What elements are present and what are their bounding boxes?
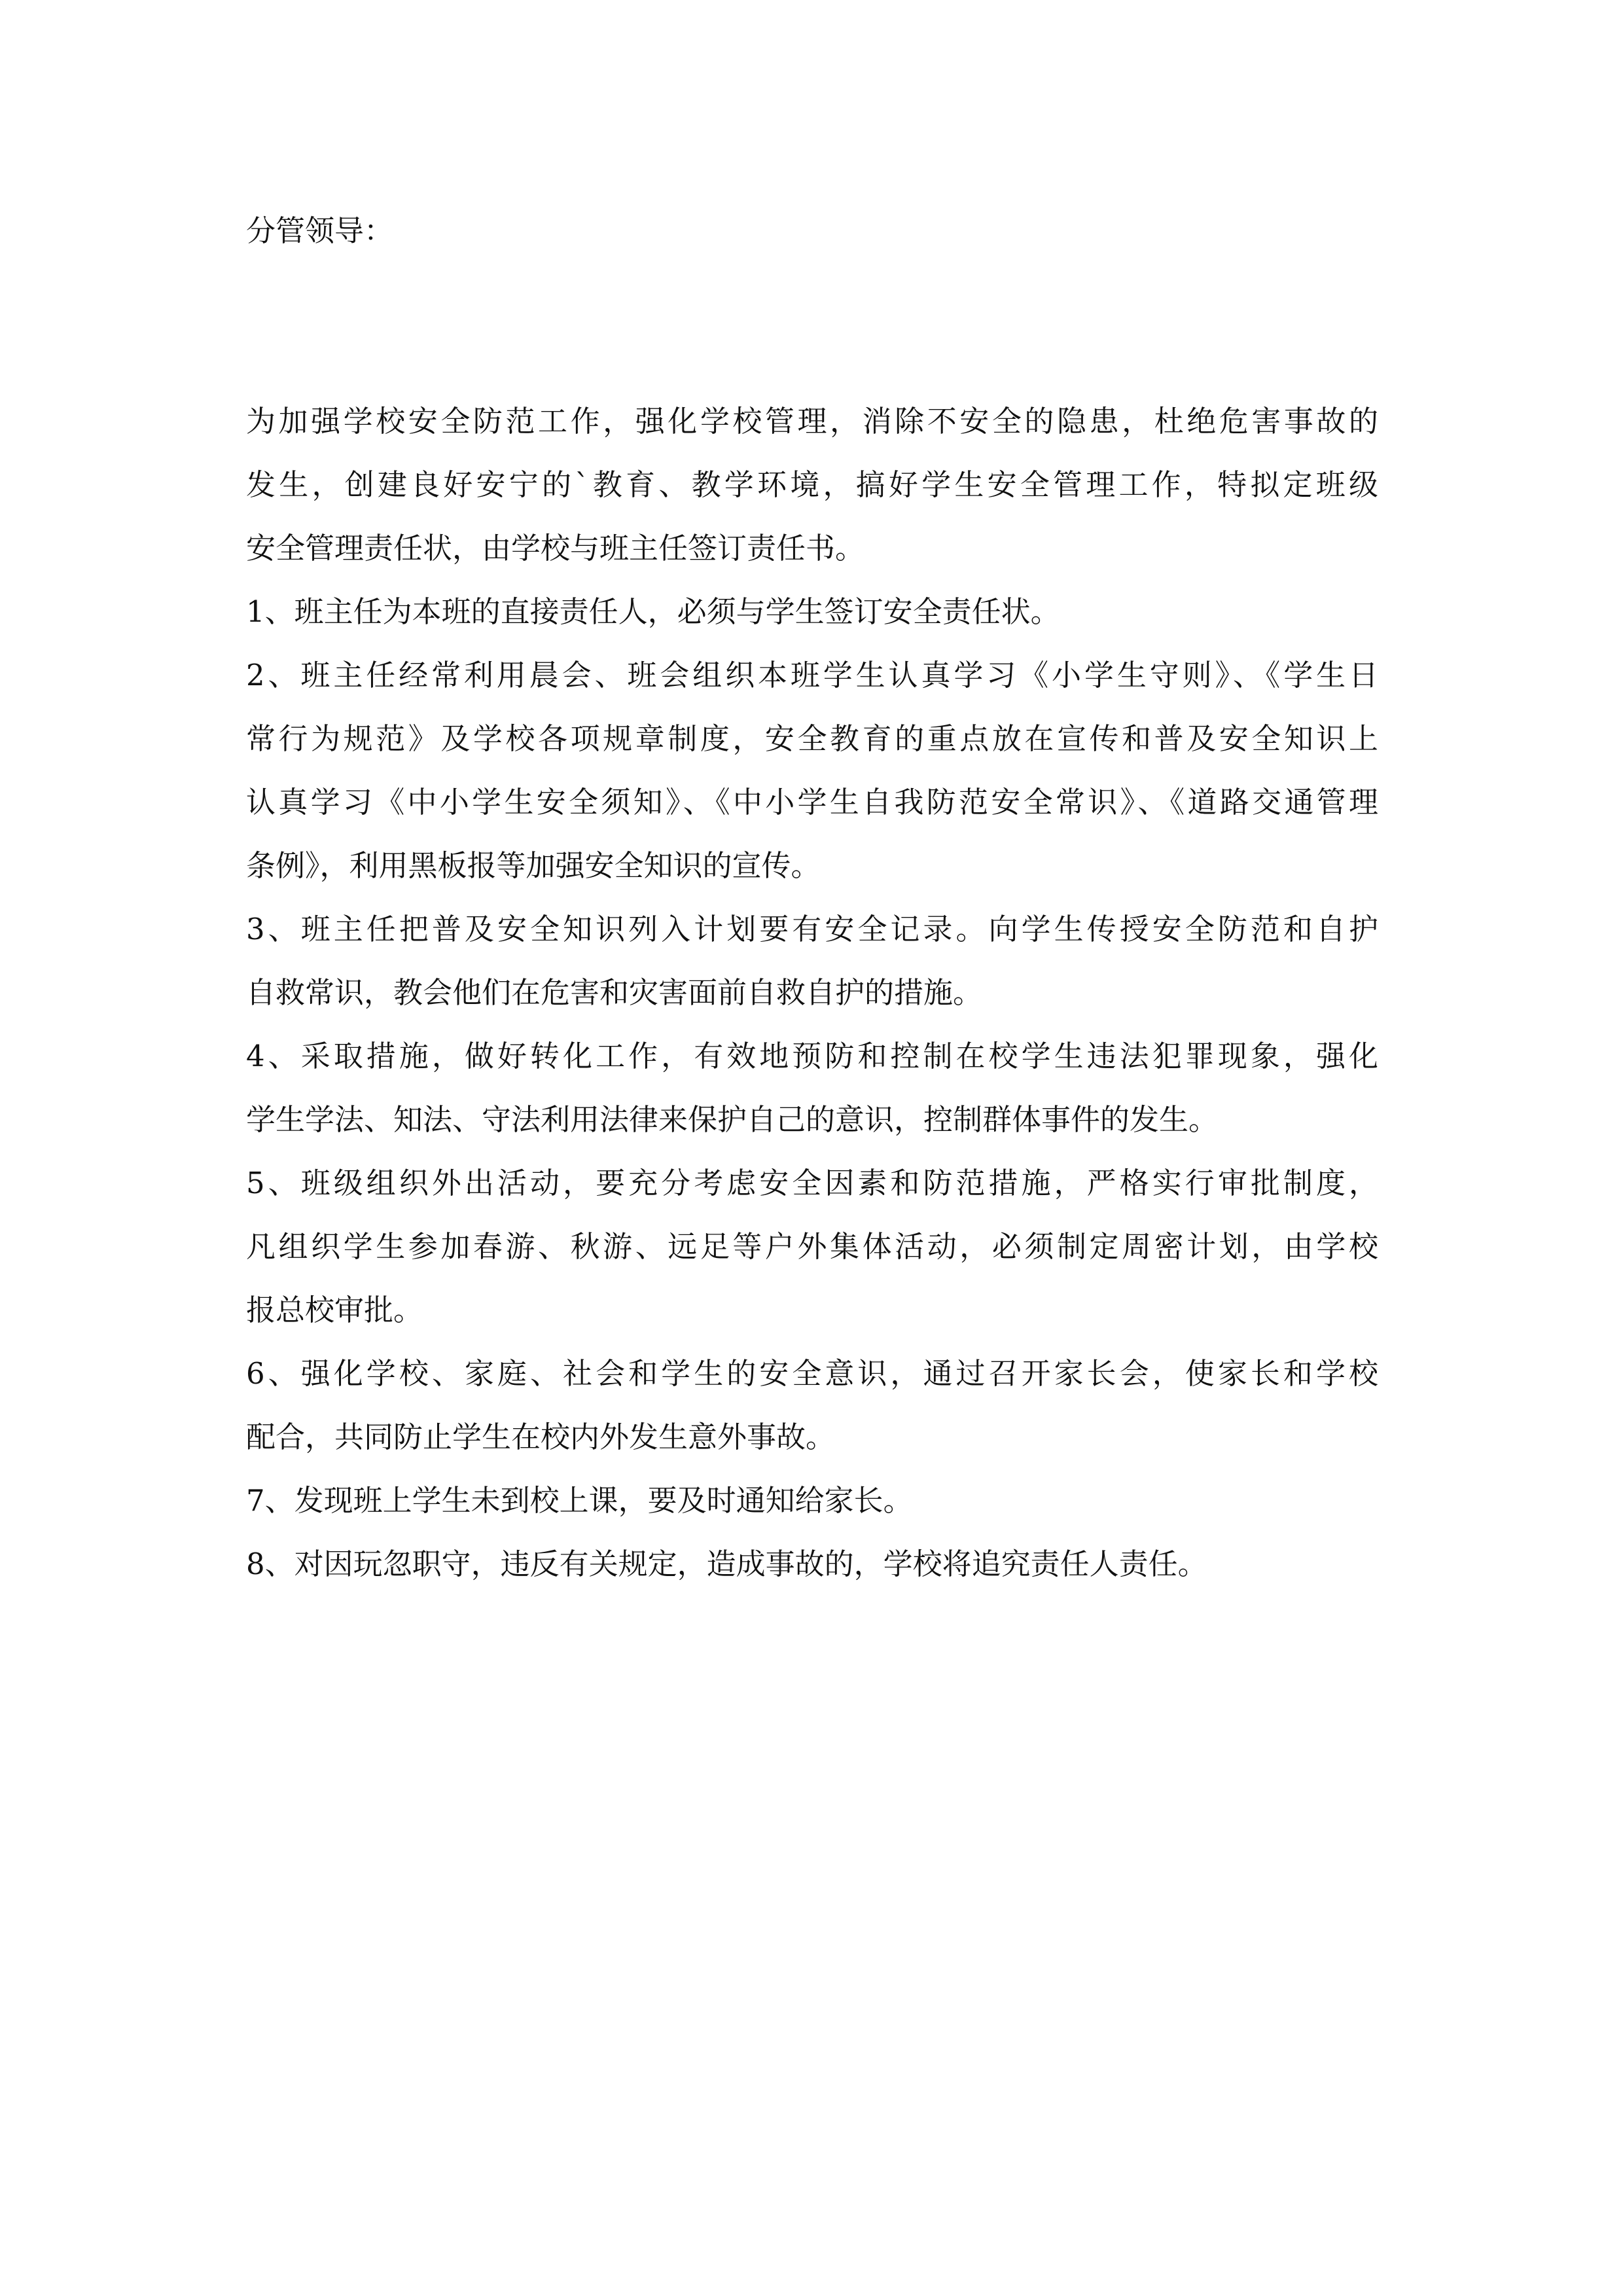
intro-line: 安全管理责任状，由学校与班主任签订责任书。 bbox=[246, 531, 865, 565]
item-4 bbox=[246, 1024, 1378, 1151]
item-7 bbox=[246, 1469, 1378, 1532]
item-6-line: 配合，共同防止学生在校内外发生意外事故。 bbox=[246, 1420, 836, 1454]
item-3-line: 自救常识，教会他们在危害和灾害面前自救自护的措施。 bbox=[246, 975, 983, 1010]
item-4-line: 4、采取措施，做好转化工作，有效地预防和控制在校学生违法犯罪现象，强化 bbox=[246, 1039, 1378, 1073]
item-5-line: 5、班级组织外出活动，要充分考虑安全因素和防范措施，严格实行审批制度， bbox=[246, 1166, 1378, 1200]
item-5-line: 凡组织学生参加春游、秋游、远足等户外集体活动，必须制定周密计划，由学校 bbox=[246, 1229, 1378, 1264]
item-2-line: 认真学习《中小学生安全须知》、《中小学生自我防范安全常识》、《道路交通管理 bbox=[246, 785, 1378, 819]
item-2-line: 2、班主任经常利用晨会、班会组织本班学生认真学习《小学生守则》、《学生日 bbox=[246, 658, 1378, 692]
item-6-line: 6、强化学校、家庭、社会和学生的安全意识，通过召开家长会，使家长和学校 bbox=[246, 1356, 1378, 1391]
intro-line: 为加强学校安全防范工作，强化学校管理，消除不安全的隐患，杜绝危害事故的 bbox=[246, 404, 1378, 439]
item-2-line: 常行为规范》及学校各项规章制度，安全教育的重点放在宣传和普及安全知识上 bbox=[246, 721, 1378, 756]
item-2-line: 条例》，利用黑板报等加强安全知识的宣传。 bbox=[246, 848, 821, 883]
document-body bbox=[246, 199, 1378, 1596]
item-3-line: 3、班主任把普及安全知识列入计划要有安全记录。向学生传授安全防范和自护 bbox=[246, 912, 1378, 946]
item-5-line: 报总校审批。 bbox=[246, 1293, 423, 1327]
intro-line: 发生，创建良好安宁的`教育、教学环境，搞好学生安全管理工作，特拟定班级 bbox=[246, 467, 1378, 502]
item-6 bbox=[246, 1342, 1378, 1469]
item-1-line: 1、班主任为本班的直接责任人，必须与学生签订安全责任状。 bbox=[246, 594, 1060, 629]
spacer bbox=[246, 262, 1378, 389]
item-8 bbox=[246, 1532, 1378, 1596]
item-3 bbox=[246, 897, 1378, 1024]
item-8-line: 8、对因玩忽职守，违反有关规定，造成事故的，学校将追究责任人责任。 bbox=[246, 1547, 1207, 1581]
item-2 bbox=[246, 643, 1378, 897]
item-1 bbox=[246, 580, 1378, 643]
item-4-line: 学生学法、知法、守法利用法律来保护自己的意识，控制群体事件的发生。 bbox=[246, 1102, 1219, 1137]
item-7-line: 7、发现班上学生未到校上课，要及时通知给家长。 bbox=[246, 1483, 913, 1518]
salutation: 分管领导： bbox=[246, 213, 394, 248]
intro-paragraph bbox=[246, 389, 1378, 580]
item-5 bbox=[246, 1151, 1378, 1342]
